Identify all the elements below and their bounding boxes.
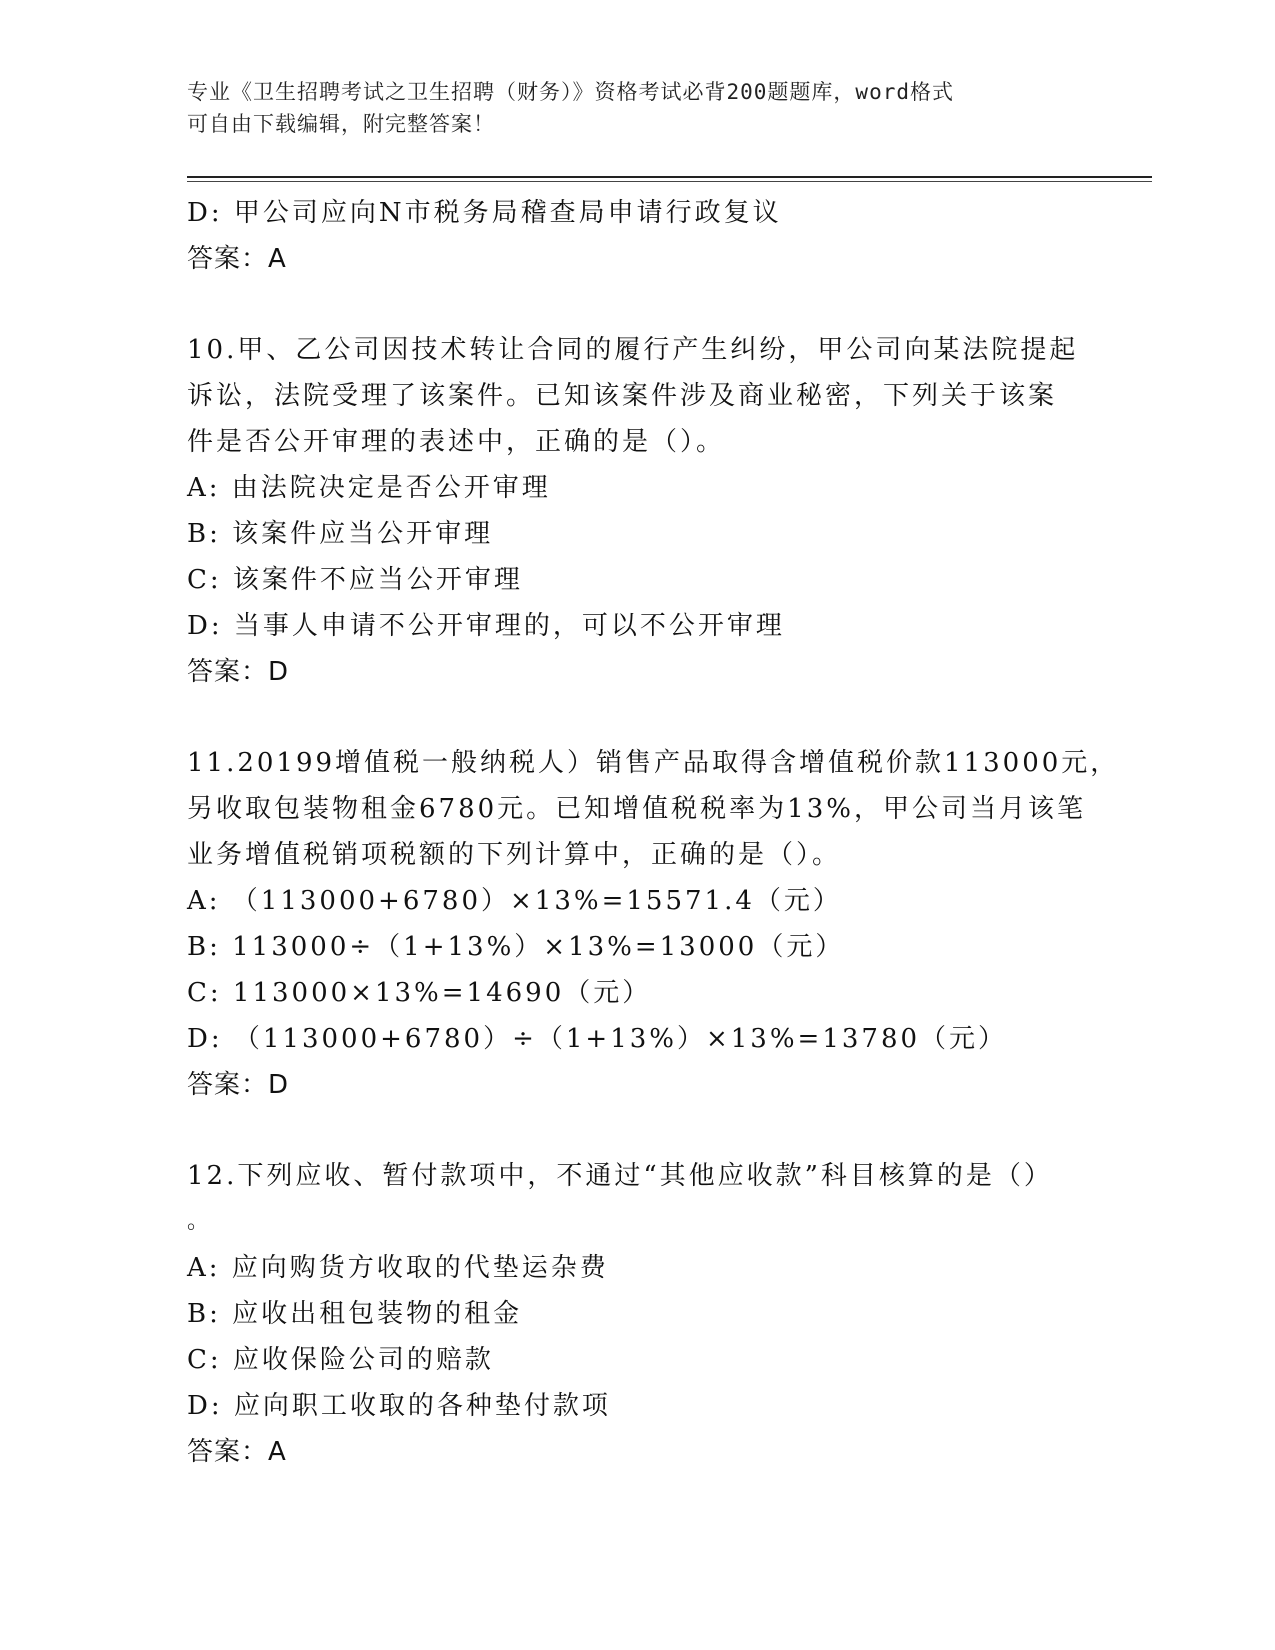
header-divider-thin	[187, 181, 1152, 182]
question-12-stem-line: 12.下列应收、暂付款项中，不通过“其他应收款”科目核算的是（）	[187, 1161, 1053, 1191]
question-10-option-d: D: 当事人申请不公开审理的，可以不公开审理	[187, 611, 785, 641]
question-12	[187, 1153, 1087, 1475]
question-11-option-c: C: 113000×13%=14690（元）	[187, 978, 652, 1008]
question-12-option-d: D: 应向职工收取的各种垫付款项	[187, 1391, 611, 1421]
question-10-option-b: B: 该案件应当公开审理	[187, 519, 494, 549]
header-divider-thick	[187, 176, 1152, 178]
question-10-option-c: C: 该案件不应当公开审理	[187, 565, 523, 595]
question-11-stem-line: 另收取包装物租金6780元。已知增值税税率为13%，甲公司当月该笔	[187, 794, 1086, 824]
question-12-stem-line: 。	[187, 1209, 213, 1234]
question-12-option-c: C: 应收保险公司的赔款	[187, 1345, 494, 1375]
document-body	[187, 190, 1120, 1475]
prev-answer: 答案：A	[187, 244, 287, 274]
header-line-1: 专业《卫生招聘考试之卫生招聘（财务）》资格考试必背200题题库，word格式	[187, 80, 954, 104]
question-11	[187, 740, 1120, 1108]
question-11-answer: 答案：D	[187, 1070, 290, 1100]
question-10-stem-line: 10.甲、乙公司因技术转让合同的履行产生纠纷，甲公司向某法院提起	[187, 335, 1079, 365]
header-line-2: 可自由下载编辑，附完整答案！	[187, 112, 495, 136]
question-10-stem-line: 件是否公开审理的表述中，正确的是（）。	[187, 427, 726, 457]
question-11-option-a: A: （113000+6780）×13%=15571.4（元）	[187, 886, 842, 916]
question-10-option-a: A: 由法院决定是否公开审理	[187, 473, 551, 503]
question-10	[187, 327, 1087, 695]
prev-option-d: D: 甲公司应向N市税务局稽查局申请行政复议	[187, 198, 782, 228]
question-11-option-b: B: 113000÷（1+13%）×13%=13000（元）	[187, 932, 845, 962]
question-12-answer: 答案：A	[187, 1437, 287, 1467]
question-12-option-a: A: 应向购货方收取的代垫运杂费	[187, 1253, 609, 1283]
question-11-option-d: D: （113000+6780）÷（1+13%）×13%=13780（元）	[187, 1024, 1008, 1054]
question-11-stem-line: 业务增值税销项税额的下列计算中，正确的是（）。	[187, 840, 842, 870]
question-11-stem-line: 11.20199增值税一般纳税人）销售产品取得含增值税价款113000元，	[187, 748, 1120, 778]
document-header	[187, 76, 1067, 140]
question-10-stem-line: 诉讼，法院受理了该案件。已知该案件涉及商业秘密，下列关于该案	[187, 381, 1058, 411]
question-12-option-b: B: 应收出租包装物的租金	[187, 1299, 523, 1329]
question-10-answer: 答案：D	[187, 657, 290, 687]
